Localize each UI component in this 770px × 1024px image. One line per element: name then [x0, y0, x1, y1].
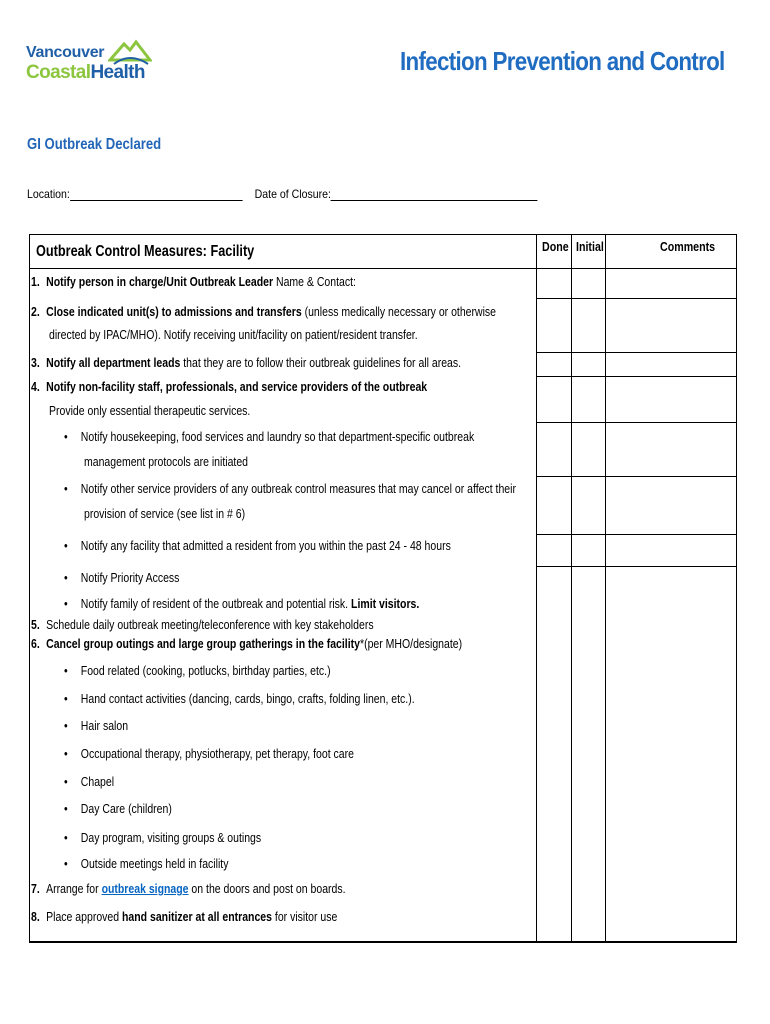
item-text: Day program, visiting groups & outings [80, 831, 262, 845]
item-text: Notify any facility that admitted a resident from you within the past 24 - 48 hours [80, 539, 451, 553]
bullet-icon: • [64, 802, 68, 816]
logo-line2 [26, 62, 145, 84]
closure-date-label: Date of Closure: [254, 187, 331, 201]
logo-health: Health [90, 62, 145, 83]
location-input-line[interactable] [70, 188, 242, 201]
bullet-hair-salon [64, 714, 128, 739]
col-initial-header: Initial [576, 239, 604, 254]
item-bold: Notify all department leads [46, 356, 181, 370]
item-text: management protocols are initiated [84, 455, 249, 469]
bullet-icon: • [64, 857, 68, 871]
item-text: Arrange for [46, 882, 102, 896]
item-text: on the doors and post on boards. [188, 882, 346, 896]
bullet-icon: • [64, 539, 68, 553]
bullet-food [64, 659, 331, 684]
item-bold: Limit visitors. [351, 597, 420, 611]
item-1 [31, 270, 356, 295]
closure-date-input-line[interactable] [331, 188, 538, 201]
bullet-service-providers [64, 477, 516, 502]
item-text: *(per MHO/designate) [359, 637, 463, 651]
col-done-header: Done [542, 239, 569, 254]
item-text: provision of service (see list in # 6) [84, 507, 246, 521]
bullet-hand-contact [64, 687, 415, 712]
item-text: Schedule daily outbreak meeting/teleconference with key stakeholders [46, 618, 374, 632]
item-number: 2. [31, 305, 40, 319]
row-line [536, 352, 736, 353]
item-text: Outside meetings held in facility [80, 857, 229, 871]
item-2 [31, 300, 496, 325]
item-text: that they are to follow their outbreak guidelines for all areas. [180, 356, 462, 370]
row-line [536, 476, 736, 477]
item-text: Food related (cooking, potlucks, birthday parties, etc.) [80, 664, 331, 678]
item-bold: Close indicated unit(s) to admissions and transfers [46, 305, 302, 319]
row-line [536, 534, 736, 535]
item-text: Name & Contact: [273, 275, 356, 289]
col-divider [536, 235, 537, 941]
item-text: Place approved [46, 910, 123, 924]
item-number: 1. [31, 275, 40, 289]
table-heading: Outbreak Control Measures: Facility [36, 243, 255, 260]
item-6 [31, 632, 462, 657]
bullet-icon: • [64, 664, 68, 678]
item-2-line2 [49, 323, 418, 348]
bullet-icon: • [64, 571, 68, 585]
item-text: Day Care (children) [80, 802, 172, 816]
item-bold: Notify non-facility staff, professionals, and service providers of the outbreak [46, 380, 428, 394]
item-number: 7. [31, 882, 40, 896]
bullet-priority-access [64, 566, 179, 591]
bullet-housekeeping-line2 [84, 450, 248, 475]
col-comments-header: Comments [660, 239, 716, 254]
location-label: Location: [27, 187, 70, 201]
page-title: Infection Prevention and Control [400, 46, 725, 76]
header-divider [30, 268, 736, 269]
item-text: Chapel [80, 775, 115, 789]
bullet-outside-meetings [64, 852, 228, 877]
item-text: Hair salon [80, 719, 129, 733]
bullet-day-care [64, 797, 172, 822]
bullet-day-program [64, 826, 261, 851]
bullet-icon: • [64, 692, 68, 706]
item-text: Notify other service providers of any outbreak control measures that may cancel or affect their [80, 482, 516, 496]
item-text: Hand contact activities (dancing, cards, bingo, crafts, folding linen, etc.). [80, 692, 415, 706]
bullet-icon: • [64, 597, 68, 611]
item-bold: Cancel group outings and large group gatherings in the facility [46, 637, 360, 651]
col-divider [605, 235, 606, 941]
item-text: Provide only essential therapeutic services. [49, 404, 251, 418]
item-number: 4. [31, 380, 40, 394]
bullet-icon: • [64, 831, 68, 845]
item-number: 5. [31, 618, 40, 632]
row-line [536, 298, 736, 299]
item-number: 8. [31, 910, 40, 924]
bullet-icon: • [64, 430, 68, 444]
item-7 [31, 877, 346, 902]
row-line [536, 422, 736, 423]
item-text: Notify Priority Access [80, 571, 180, 585]
item-text: for visitor use [271, 910, 338, 924]
row-line [536, 376, 736, 377]
item-number: 6. [31, 637, 40, 651]
item-text: Occupational therapy, physiotherapy, pet therapy, foot care [80, 747, 354, 761]
bullet-notify-facility [64, 534, 451, 559]
document-subtitle: GI Outbreak Declared [27, 136, 162, 153]
item-text: . Notify receiving unit/facility on patient/resident transfer. [157, 328, 418, 342]
logo-line1: Vancouver [26, 44, 105, 61]
bullet-icon: • [64, 747, 68, 761]
logo-coastal: Coastal [26, 62, 91, 83]
form-fields [27, 187, 538, 201]
item-8 [31, 905, 337, 930]
item-text: Notify family of resident of the outbreak and potential risk. [80, 597, 352, 611]
bullet-icon: • [64, 482, 68, 496]
item-4-line2 [49, 399, 250, 424]
item-bold: hand sanitizer at all entrances [122, 910, 272, 924]
item-text: (unless medically necessary or otherwise [301, 305, 497, 319]
item-number: 3. [31, 356, 40, 370]
item-4 [31, 375, 427, 400]
bullet-chapel [64, 770, 114, 795]
outbreak-signage-link[interactable]: outbreak signage [101, 882, 189, 896]
item-text: Notify housekeeping, food services and laundry so that department-specific outbreak [80, 430, 475, 444]
col-divider [571, 235, 572, 941]
bullet-icon: • [64, 775, 68, 789]
item-text: directed by IPAC/MHO) [49, 328, 158, 342]
bullet-icon: • [64, 719, 68, 733]
bullet-housekeeping [64, 425, 474, 450]
item-bold: Notify person in charge/Unit Outbreak Leader [46, 275, 274, 289]
row-line [536, 566, 736, 567]
item-3 [31, 351, 461, 376]
bullet-therapy [64, 742, 354, 767]
bullet-service-providers-line2 [84, 502, 245, 527]
vch-logo [26, 38, 156, 94]
